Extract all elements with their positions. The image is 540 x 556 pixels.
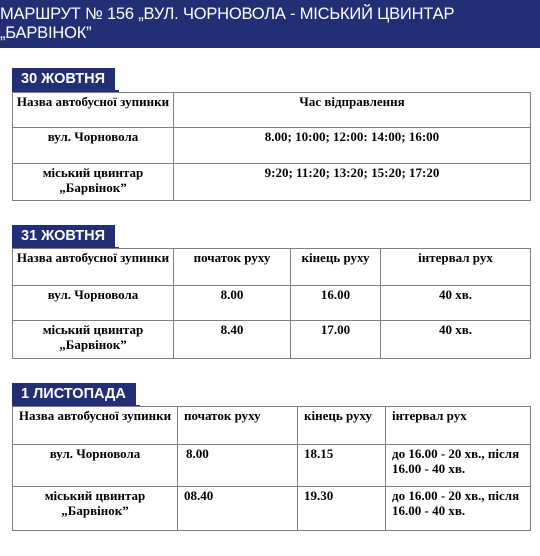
table-header-row [13,249,531,286]
header-cell-stop: Назва автобусної зупинки [13,249,174,286]
end-time-cell: 19.30 [298,487,386,531]
route-title-banner [0,0,540,48]
table-row [13,445,531,487]
date-label: 30 ЖОВТНЯ [21,71,106,87]
interval-cell: до 16.00 - 20 хв., після 16.00 - 40 хв. [386,445,531,487]
table-row [13,321,531,359]
schedule-table-nov-1 [12,406,531,531]
table-row [13,487,531,531]
end-time-cell: 16.00 [291,286,381,321]
end-time-cell: 18.15 [298,445,386,487]
stop-name-cell: вул. Чорновола [13,128,174,164]
stop-name-cell: міський цвинтар „Барвінок” [13,321,174,359]
table-row [13,128,531,164]
table-header-row [13,407,531,445]
end-time-cell: 17.00 [291,321,381,359]
route-title: МАРШРУТ № 156 „ВУЛ. ЧОРНОВОЛА - МІСЬКИЙ ЦВИНТАР „БАРВІНОК” [0,5,455,42]
interval-cell: до 16.00 - 20 хв., після 16.00 - 40 хв. [386,487,531,531]
stop-name-cell: міський цвинтар „Барвінок” [13,164,174,201]
header-cell-interval: інтервал рух [386,407,531,445]
start-time-cell: 8.00 [178,445,298,487]
header-cell-stop: Назва автобусної зупинки [13,407,178,445]
table-header-row [13,93,531,128]
header-cell-departure: Час відправлення [174,93,531,128]
stop-name-cell: міський цвинтар „Барвінок” [13,487,178,531]
schedule-table-oct-31 [12,248,531,359]
table-row [13,286,531,321]
header-cell-end: кінець руху [291,249,381,286]
departure-times-cell: 8.00; 10:00; 12:00: 14:00; 16:00 [174,128,531,164]
header-cell-start: початок руху [174,249,291,286]
stop-name-cell: вул. Чорновола [13,445,178,487]
start-time-cell: 8.00 [174,286,291,321]
departure-times-cell: 9:20; 11:20; 13:20; 15:20; 17:20 [174,164,531,201]
table-row [13,164,531,201]
header-cell-interval: інтервал рух [381,249,531,286]
interval-cell: 40 хв. [381,286,531,321]
start-time-cell: 8.40 [174,321,291,359]
date-tag-oct-31 [12,225,115,247]
schedule-table-oct-30 [12,92,531,201]
date-label: 31 ЖОВТНЯ [21,228,106,244]
date-tag-oct-30 [12,68,115,90]
date-label: 1 ЛИСТОПАДА [21,386,126,402]
date-tag-nov-1 [12,383,136,405]
stop-name-cell: вул. Чорновола [13,286,174,321]
start-time-cell: 08.40 [178,487,298,531]
header-cell-end: кінець руху [298,407,386,445]
interval-cell: 40 хв. [381,321,531,359]
header-cell-start: початок руху [178,407,298,445]
header-cell-stop: Назва автобусної зупинки [13,93,174,128]
